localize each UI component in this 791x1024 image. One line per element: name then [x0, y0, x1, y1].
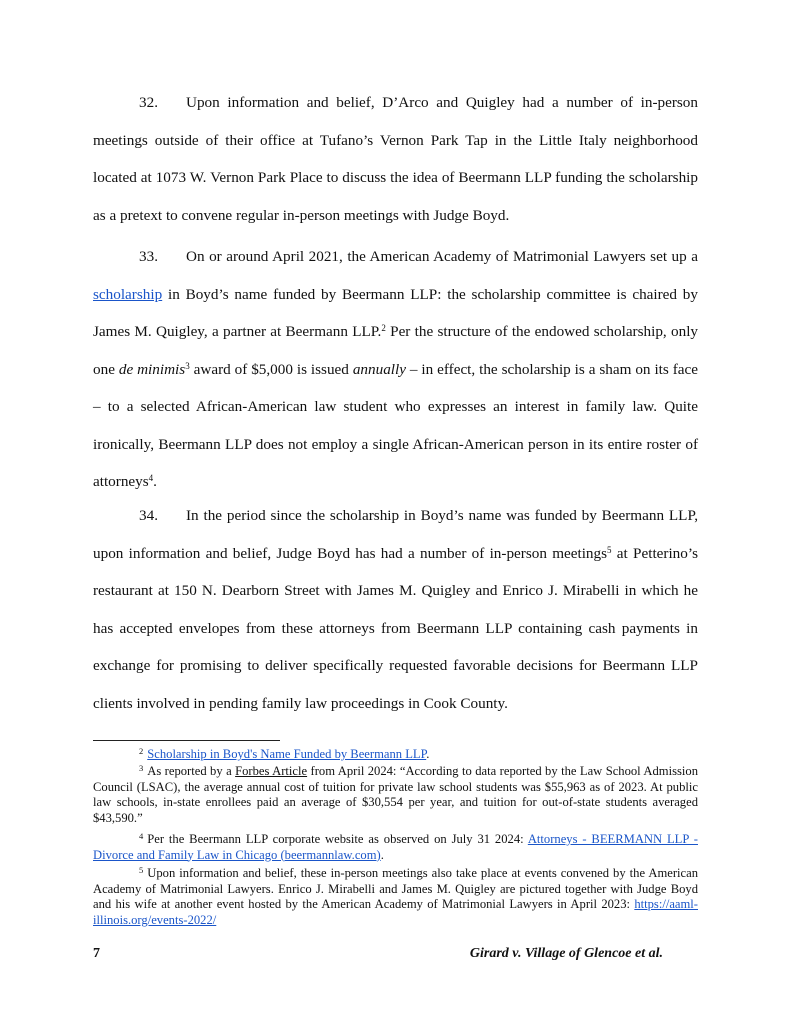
emphasis-annually: annually: [352, 360, 406, 378]
footnote-3: 3 As reported by a Forbes Article from April 2024: “According to data reported by the Law School Admission Council (LSAC), the average annual cost of tuition for private law school students was $55,963 as of 2023. At public law schools, in-state enrollees paid an average of $30,554 per year, and tuition for out-of-state students averaged $43,590.”: [93, 763, 698, 825]
paragraph-33: [93, 238, 698, 501]
page-number: 7: [93, 946, 100, 961]
paragraph-text: award of $5,000 is issued: [189, 360, 353, 378]
paragraph-text: In the period since the scholarship in Boyd’s name was funded by Beermann LLP, upon information and belief, Judge Boyd has had a number of in-person meetings: [93, 507, 698, 562]
footnote-5: 5 Upon information and belief, these in-person meetings also take place at events convened by the American Academy of Matrimonial Lawyers. Enrico J. Mirabelli and James M. Quigley are pictured together with Judge Boyd and his wife at another event hosted by the American Academy of Matrimonial Lawyers in April 2023: https://aaml-illinois.org/events-2022/: [93, 865, 698, 927]
emphasis-de-minimis: de minimis: [118, 360, 186, 378]
footnote-text: .: [426, 747, 430, 761]
footnote-2: 2 Scholarship in Boyd's Name Funded by Beermann LLP.: [139, 746, 430, 761]
footnote-4: 4 Per the Beermann LLP corporate website as observed on July 31 2024: Attorneys - BEERMANN LLP - Divorce and Family Law in Chicago (beermannlaw.com).: [93, 831, 698, 862]
paragraph-text: Per the structure of the endowed scholarship, only one: [93, 323, 699, 378]
paragraph-34: [93, 497, 698, 722]
footnote-4-link[interactable]: Attorneys - BEERMANN LLP - Divorce and Family Law in Chicago (beermannlaw.com): [93, 832, 698, 862]
footnote-separator: [93, 740, 280, 741]
footnote-ref-3[interactable]: 3: [185, 360, 190, 371]
paragraph-number: 32.: [139, 94, 158, 111]
footnote-ref-2[interactable]: 2: [381, 323, 386, 333]
forbes-article-reference: Forbes Article: [235, 764, 308, 778]
paragraph-text: Upon information and belief, D’Arco and Quigley had a number of in-person meetings outside of their office at Tufano’s Vernon Park Tap in the Little Italy neighborhood located at 1073 W. Vernon Park Place to discuss the idea of Beermann LLP funding the scholarship as a pretext to convene regular in-person meetings with Judge Boyd.: [93, 94, 698, 224]
footnote-text: from April 2024: “According to data reported by the Law School Admission Council (LSAC), the average annual cost of tuition for private law school students was $55,963 as of 2023. At public law schools, in-state enrollees paid an average of $30,554 per year, and tuition for out-of-state students averaged $43,590.”: [93, 764, 698, 825]
footnote-text: As reported by a: [147, 764, 236, 778]
footnote-text: .: [380, 847, 384, 862]
paragraph-text: at Petterino’s restaurant at 150 N. Dearborn Street with James M. Quigley and Enrico J. Mirabelli in which he has accepted envelopes from these attorneys from Beermann LLP containing cash payments in exchange for promising to deliver specifically requested favorable decisions for Beermann LLP clients involved in pending family law proceedings in Cook County.: [93, 544, 698, 712]
case-title: Girard v. Village of Glencoe et al.: [469, 946, 663, 961]
paragraph-text: .: [153, 473, 157, 490]
footnote-ref-4[interactable]: 4: [148, 473, 154, 483]
paragraph-text: in Boyd’s name funded by Beermann LLP: the scholarship committee is chaired by James M. Quigley, a partner at Beermann LLP.: [93, 285, 698, 340]
footnote-2-link[interactable]: Scholarship in Boyd's Name Funded by Beermann LLP: [147, 747, 427, 761]
paragraph-number: 34.: [139, 507, 158, 524]
footnote-ref-5[interactable]: 5: [607, 544, 612, 555]
paragraph-number: 33.: [139, 248, 158, 265]
footnote-5-link[interactable]: https://aaml-illinois.org/events-2022/: [93, 897, 698, 927]
footnote-text: Per the Beermann LLP corporate website as observed on July 31 2024:: [147, 832, 528, 846]
paragraph-text: – in effect, the scholarship is a sham on its face – to a selected African-American law student who expresses an interest in family law. Quite ironically, Beermann LLP does not employ a single African-American person in its entire roster of attorneys: [93, 360, 698, 490]
scholarship-link[interactable]: scholarship: [93, 285, 163, 303]
footnote-text: Upon information and belief, these in-person meetings also take place at events convened by the American Academy of Matrimonial Lawyers. Enrico J. Mirabelli and James M. Quigley are pictured together with Judge Boyd and his wife at another event hosted by the American Academy of Matrimonial Lawyers in April 2023:: [93, 866, 698, 912]
paragraph-32: [93, 84, 698, 234]
paragraph-text: On or around April 2021, the American Academy of Matrimonial Lawyers set up a: [186, 248, 698, 265]
